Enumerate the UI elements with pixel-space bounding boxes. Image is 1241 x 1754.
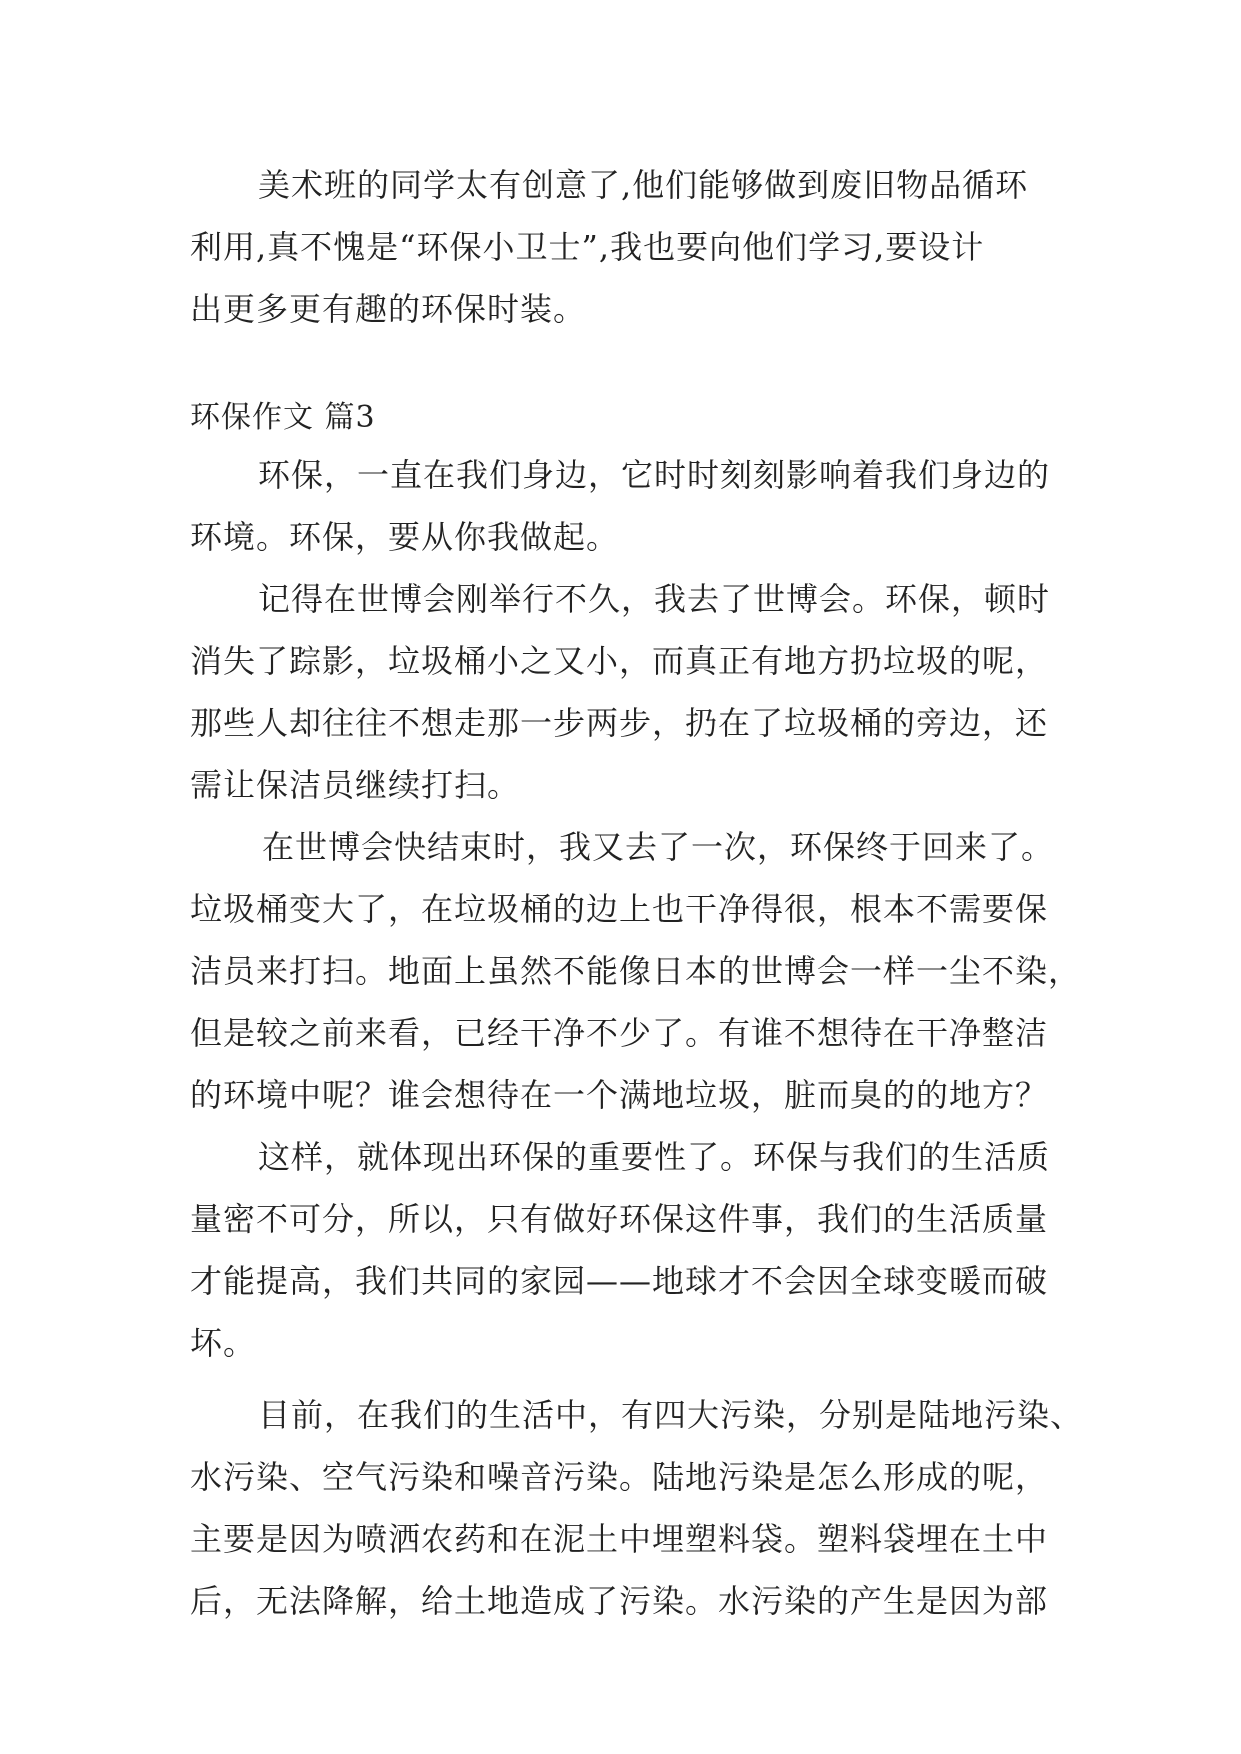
paragraph-line: 水污染、空气污染和噪音污染。陆地污染是怎么形成的呢， bbox=[190, 1458, 1049, 1496]
paragraph-line: 量密不可分，所以，只有做好环保这件事，我们的生活质量 bbox=[190, 1200, 1049, 1238]
paragraph-line: 美术班的同学太有创意了,他们能够做到废旧物品循环 bbox=[258, 166, 1029, 204]
paragraph-line: 这样，就体现出环保的重要性了。环保与我们的生活质 bbox=[258, 1138, 1051, 1176]
paragraph-line: 利用,真不愧是“环保小卫士”,我也要向他们学习,要设计 bbox=[190, 228, 985, 266]
paragraph-line: 在世博会快结束时，我又去了一次，环保终于回来了。 bbox=[262, 828, 1055, 866]
paragraph-line: 消失了踪影，垃圾桶小之又小，而真正有地方扔垃圾的呢， bbox=[190, 642, 1049, 680]
paragraph-line: 环保，一直在我们身边，它时时刻刻影响着我们身边的 bbox=[258, 456, 1051, 494]
paragraph-line: 坏。 bbox=[190, 1324, 257, 1362]
paragraph-line: 环境。环保，要从你我做起。 bbox=[190, 518, 620, 556]
paragraph-line: 的环境中呢？谁会想待在一个满地垃圾，脏而臭的的地方？ bbox=[190, 1076, 1049, 1114]
paragraph-line: 那些人却往往不想走那一步两步，扔在了垃圾桶的旁边，还 bbox=[190, 704, 1049, 742]
paragraph-line: 后，无法降解，给土地造成了污染。水污染的产生是因为部 bbox=[190, 1582, 1049, 1620]
paragraph-line: 才能提高，我们共同的家园——地球才不会因全球变暖而破 bbox=[190, 1262, 1049, 1300]
paragraph-line: 需让保洁员继续打扫。 bbox=[190, 766, 521, 804]
paragraph-line: 出更多更有趣的环保时装。 bbox=[190, 290, 587, 328]
paragraph-line: 目前，在我们的生活中，有四大污染，分别是陆地污染、 bbox=[258, 1396, 1084, 1434]
paragraph-line: 主要是因为喷洒农药和在泥土中埋塑料袋。塑料袋埋在土中 bbox=[190, 1520, 1049, 1558]
paragraph-line: 垃圾桶变大了，在垃圾桶的边上也干净得很，根本不需要保 bbox=[190, 890, 1049, 928]
section-heading: 环保作文 篇3 bbox=[190, 400, 376, 435]
paragraph-line: 但是较之前来看，已经干净不少了。有谁不想待在干净整洁 bbox=[190, 1014, 1049, 1052]
paragraph-line: 洁员来打扫。地面上虽然不能像日本的世博会一样一尘不染， bbox=[190, 952, 1082, 990]
paragraph-line: 记得在世博会刚举行不久，我去了世博会。环保，顿时 bbox=[258, 580, 1051, 618]
